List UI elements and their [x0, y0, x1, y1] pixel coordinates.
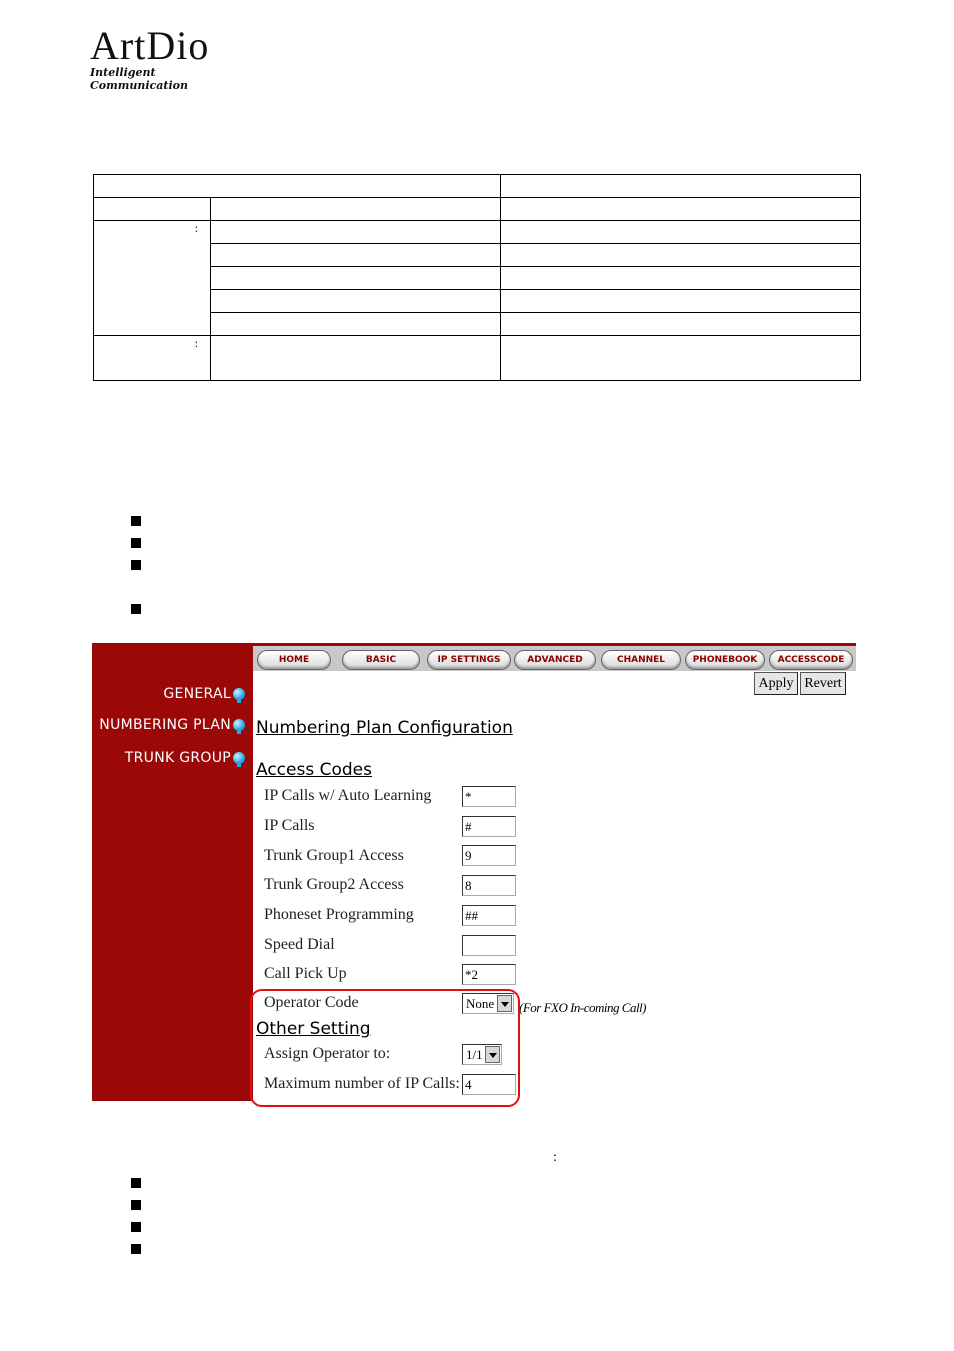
other-setting-heading: Other Setting [256, 1019, 371, 1039]
bulb-icon [233, 719, 245, 731]
trunk-group2-access-input[interactable]: 8 [462, 875, 516, 896]
spec-colon-1: : [94, 221, 211, 336]
ip-calls-auto-learning-input[interactable]: * [462, 786, 516, 807]
spec-table [93, 174, 861, 381]
tab-home[interactable]: HOME [257, 650, 331, 670]
sidebar-item-label: NUMBERING PLAN [99, 717, 231, 733]
tab-phonebook[interactable]: PHONEBOOK [685, 650, 765, 670]
field-label: Speed Dial [264, 936, 335, 953]
phoneset-programming-input[interactable]: ## [462, 905, 516, 926]
sidebar-item-numbering-plan[interactable] [99, 717, 245, 733]
caption-colon: : [553, 1150, 557, 1165]
bullet-square [131, 1222, 141, 1232]
bulb-icon [233, 752, 245, 764]
max-ip-calls-input[interactable]: 4 [462, 1074, 516, 1095]
revert-button[interactable]: Revert [800, 672, 846, 695]
field-label: Operator Code [264, 994, 359, 1011]
trunk-group1-access-input[interactable]: 9 [462, 845, 516, 866]
apply-button[interactable]: Apply [754, 672, 798, 695]
field-label: IP Calls [264, 817, 315, 834]
tab-ip-settings[interactable]: IP SETTINGS [427, 650, 511, 670]
bullet-square [131, 1244, 141, 1254]
tab-basic[interactable]: BASIC [342, 650, 420, 670]
numbering-plan-app [92, 643, 856, 1101]
logo-tagline: Intelligent Communication [90, 66, 188, 92]
field-label: IP Calls w/ Auto Learning [264, 787, 432, 804]
artdio-logo [90, 23, 250, 92]
sidebar-item-label: TRUNK GROUP [124, 750, 231, 766]
select-value: None [466, 996, 495, 1011]
field-label: Trunk Group2 Access [264, 876, 404, 893]
bullet-square [131, 538, 141, 548]
select-value: 1/1 [466, 1047, 483, 1062]
sidebar-item-general[interactable] [163, 686, 245, 702]
bullet-square [131, 560, 141, 570]
call-pick-up-input[interactable]: *2 [462, 964, 516, 985]
field-label: Trunk Group1 Access [264, 847, 404, 864]
logo-brand: ArtDio [90, 23, 210, 68]
field-label: Phoneset Programming [264, 906, 414, 923]
bullet-square [131, 1200, 141, 1210]
sidebar [92, 643, 253, 1101]
bullet-square [131, 516, 141, 526]
field-label: Call Pick Up [264, 965, 347, 982]
speed-dial-input[interactable] [462, 935, 516, 956]
highlight-box [250, 989, 520, 1107]
tab-channel[interactable]: CHANNEL [601, 650, 681, 670]
top-nav [253, 643, 856, 671]
field-label: Maximum number of IP Calls: [264, 1075, 460, 1092]
operator-code-note: (For FXO In-coming Call) [519, 1000, 647, 1015]
bulb-icon [233, 688, 245, 700]
tab-advanced[interactable]: ADVANCED [514, 650, 596, 670]
bullet-square [131, 604, 141, 614]
field-label: Assign Operator to: [264, 1045, 391, 1062]
sidebar-item-trunk-group[interactable] [125, 750, 245, 766]
page-title: Numbering Plan Configuration [256, 718, 513, 738]
spec-colon-2: : [94, 336, 211, 381]
sidebar-item-label: GENERAL [163, 686, 231, 702]
tab-accesscode[interactable]: ACCESSCODE [769, 650, 853, 670]
bullet-square [131, 1178, 141, 1188]
ip-calls-input[interactable]: # [462, 816, 516, 837]
access-codes-heading: Access Codes [256, 760, 372, 780]
